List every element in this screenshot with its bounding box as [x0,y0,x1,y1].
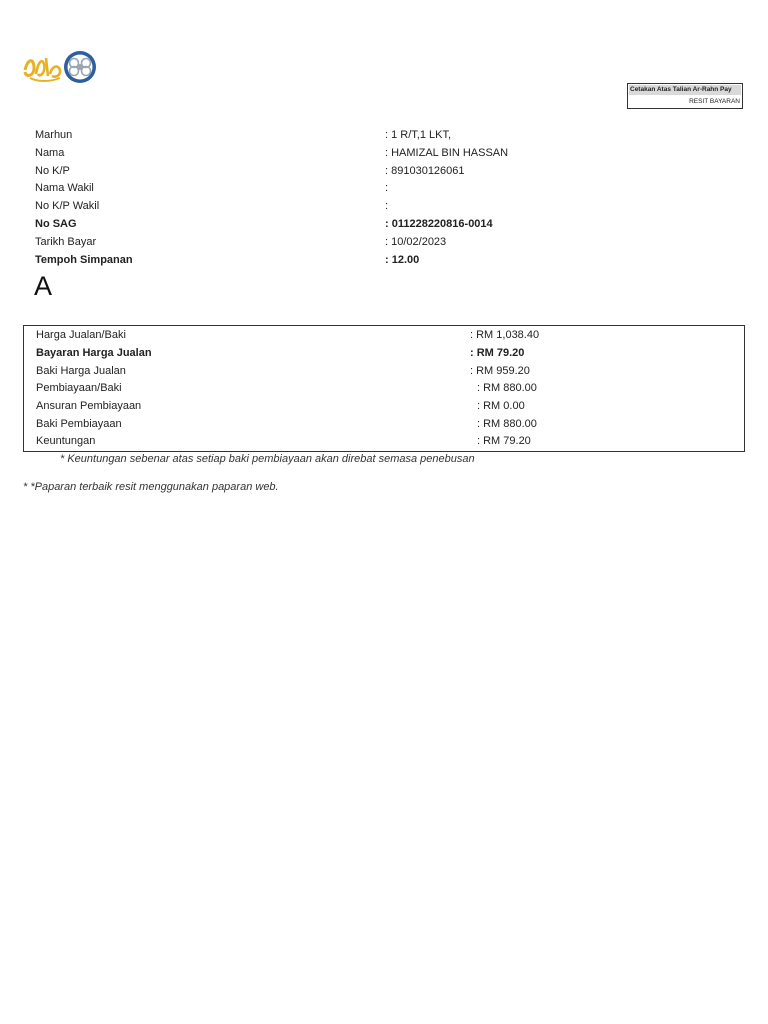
info-row-no-kp [35,163,735,181]
info-row-marhun [35,127,735,145]
info-value: : 891030126061 [385,164,465,177]
info-label: No K/P [35,164,70,177]
payment-row [36,326,736,344]
info-value: : HAMIZAL BIN HASSAN [385,146,509,159]
payment-value: : RM 79.20 [477,435,531,447]
badge-title: Cetakan Atas Talian Ar-Rahn Pay [629,85,741,95]
payment-row [36,415,736,433]
web-display-note: * *Paparan terbaik resit menggunakan paparan web. [23,481,279,493]
payment-summary-box [23,325,745,452]
info-label: Marhun [35,129,73,141]
profit-rebate-note: * Keuntungan sebenar atas setiap baki pembiayaan akan direbat semasa penebusan [60,453,475,465]
info-row-nama [35,145,735,163]
info-value: : [385,182,389,195]
info-label: Tempoh Simpanan [35,253,133,266]
info-row-no-kp-wakil [35,198,735,216]
info-label: No SAG [35,217,77,230]
info-label: Nama Wakil [35,182,94,195]
payment-value: : RM 959.20 [470,364,530,377]
info-row-nama-wakil [35,180,735,198]
receipt-badge [627,83,743,109]
info-label: No K/P Wakil [35,200,100,213]
payment-label: Pembiayaan/Baki [36,382,122,394]
grade-letter: A [34,271,53,301]
ar-rahnu-logo [22,48,102,86]
payment-row [36,362,736,380]
info-value: : 1 R/T,1 LKT, [385,129,452,141]
payment-label: Bayaran Harga Jualan [36,347,152,359]
payment-row [36,379,736,397]
info-value: : 12.00 [385,253,420,266]
payment-row [36,397,736,415]
info-value: : [385,200,389,213]
payment-label: Baki Pembiayaan [36,418,122,430]
payment-value: : RM 880.00 [477,418,537,430]
info-value: : 011228220816-0014 [385,217,493,230]
payment-label: Baki Harga Jualan [36,364,126,377]
info-label: Tarikh Bayar [35,235,97,248]
payment-row [36,344,736,362]
info-row-tempoh-simpanan [35,252,735,270]
info-value: : 10/02/2023 [385,235,447,248]
payment-value: : RM 880.00 [477,382,537,394]
info-row-no-sag [35,216,735,234]
info-label: Nama [35,146,65,159]
info-row-tarikh-bayar [35,234,735,252]
payment-label: Harga Jualan/Baki [36,329,126,341]
payment-label: Ansuran Pembiayaan [36,400,142,412]
payment-value: : RM 1,038.40 [470,329,540,341]
badge-subtitle: RESIT BAYARAN [689,98,740,105]
customer-info [35,127,735,269]
payment-row [36,432,736,450]
payment-label: Keuntungan [36,435,96,447]
payment-value: : RM 79.20 [470,347,525,359]
payment-value: : RM 0.00 [477,400,525,412]
